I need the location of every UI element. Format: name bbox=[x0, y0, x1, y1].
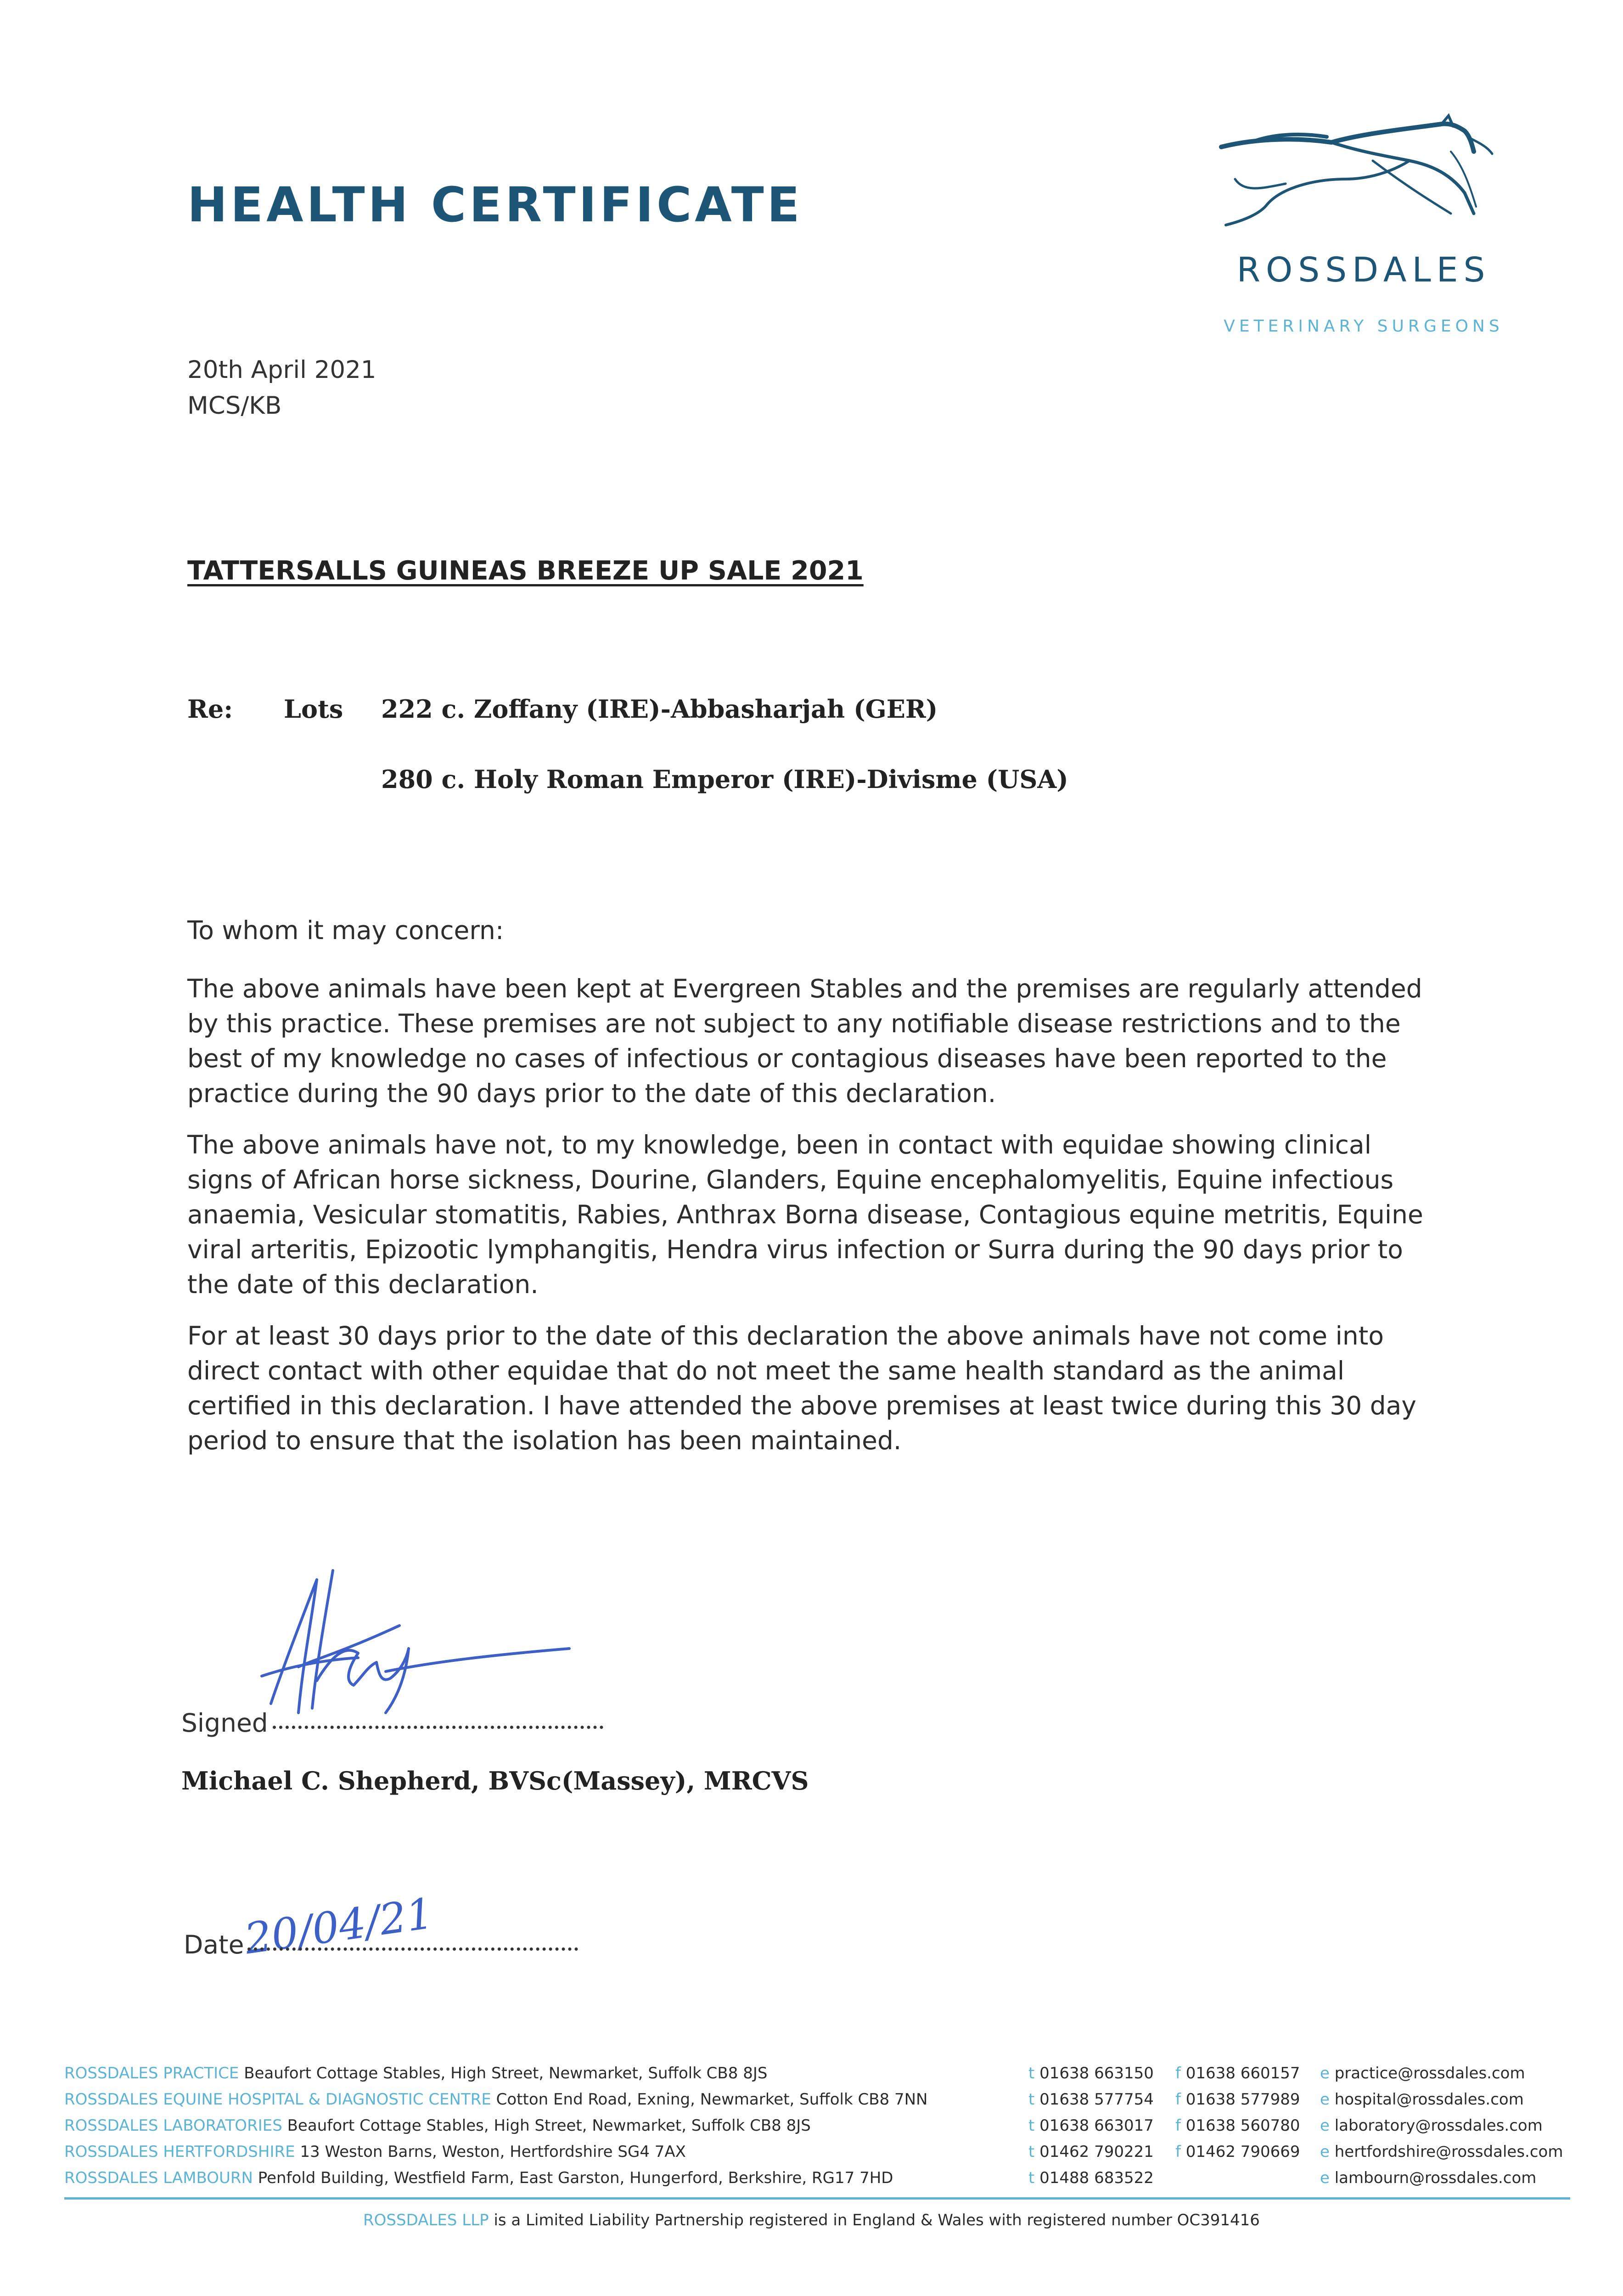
email-address[interactable]: laboratory@rossdales.com bbox=[1334, 2116, 1543, 2135]
lots-label: Lots bbox=[284, 694, 343, 724]
letter-date: 20th April 2021 bbox=[187, 356, 376, 384]
letter-salutation: To whom it may concern: bbox=[187, 916, 504, 945]
email-prefix: e bbox=[1320, 2143, 1330, 2161]
signed-line bbox=[181, 1708, 603, 1738]
logo-subtitle: VETERINARY SURGEONS bbox=[1224, 317, 1504, 336]
fax-number: 01462 790669 bbox=[1185, 2143, 1300, 2161]
office-address: Beaufort Cottage Stables, High Street, Newmarket, Suffolk CB8 8JS bbox=[244, 2064, 768, 2082]
handwritten-signature bbox=[248, 1561, 597, 1731]
email-address[interactable]: lambourn@rossdales.com bbox=[1334, 2169, 1537, 2187]
signed-label: Signed bbox=[181, 1708, 268, 1738]
office-tel bbox=[1028, 2116, 1154, 2135]
legal-text: is a Limited Liability Partnership registered in England & Wales with registered number OC391416 bbox=[494, 2211, 1260, 2229]
letter-paragraph: The above animals have been kept at Evergreen Stables and the premises are regularly attended by this practice. These premises are not subject to any notifiable disease restrictions and to the best of my knowledge no cases of infectious or contagious diseases have been reported to the practice during the 90 days prior to the date of this declaration. bbox=[187, 974, 1422, 1108]
lot-item: 222 c. Zoffany (IRE)-Abbasharjah (GER) bbox=[381, 694, 938, 724]
tel-number: 01638 577754 bbox=[1039, 2090, 1154, 2109]
office-name: ROSSDALES EQUINE HOSPITAL & DIAGNOSTIC CENTRE bbox=[64, 2090, 491, 2109]
fax-prefix: f bbox=[1175, 2143, 1181, 2161]
rossdales-horse-logo bbox=[1194, 110, 1515, 340]
letter-paragraph: For at least 30 days prior to the date of this declaration the above animals have not come into direct contact with other equidae that do not meet the same health standard as the animal certified in this declaration. I have attended the above premises at least twice during this 30 day period to ensure that the isolation has been maintained. bbox=[187, 1321, 1416, 1455]
footer-office bbox=[64, 2116, 811, 2135]
tel-number: 01638 663017 bbox=[1039, 2116, 1154, 2135]
office-tel bbox=[1028, 2090, 1154, 2109]
office-address: Penfold Building, Westfield Farm, East Garston, Hungerford, Berkshire, RG17 7HD bbox=[258, 2169, 893, 2187]
footer-office bbox=[64, 2090, 927, 2109]
fax-number: 01638 577989 bbox=[1185, 2090, 1300, 2109]
email-prefix: e bbox=[1320, 2064, 1330, 2082]
tel-number: 01638 663150 bbox=[1039, 2064, 1154, 2082]
office-tel bbox=[1028, 2169, 1154, 2187]
date-label: Date bbox=[184, 1930, 244, 1959]
signatory-name: Michael C. Shepherd, BVSc(Massey), MRCVS bbox=[181, 1766, 809, 1795]
tel-number: 01488 683522 bbox=[1039, 2169, 1154, 2187]
fax-number: 01638 560780 bbox=[1185, 2116, 1300, 2135]
footer-office bbox=[64, 2169, 893, 2187]
office-name: ROSSDALES PRACTICE bbox=[64, 2064, 239, 2082]
office-fax bbox=[1175, 2064, 1300, 2082]
office-email[interactable] bbox=[1320, 2090, 1524, 2109]
office-email[interactable] bbox=[1320, 2169, 1536, 2187]
email-address[interactable]: hospital@rossdales.com bbox=[1334, 2090, 1524, 2109]
signature-dotted-line bbox=[273, 1726, 603, 1729]
email-prefix: e bbox=[1320, 2169, 1330, 2187]
office-email[interactable] bbox=[1320, 2064, 1525, 2082]
document-title: HEALTH CERTIFICATE bbox=[187, 177, 803, 233]
re-label: Re: bbox=[187, 694, 233, 724]
email-prefix: e bbox=[1320, 2116, 1330, 2135]
sale-title: TATTERSALLS GUINEAS BREEZE UP SALE 2021 bbox=[187, 556, 864, 586]
email-address[interactable]: hertfordshire@rossdales.com bbox=[1334, 2143, 1563, 2161]
fax-prefix: f bbox=[1175, 2064, 1181, 2082]
fax-prefix: f bbox=[1175, 2090, 1181, 2109]
office-address: Cotton End Road, Exning, Newmarket, Suffolk CB8 7NN bbox=[496, 2090, 928, 2109]
office-tel bbox=[1028, 2064, 1154, 2082]
handwritten-date-text: 20/04/21 bbox=[241, 1888, 437, 1964]
tel-prefix: t bbox=[1028, 2116, 1035, 2135]
email-address[interactable]: practice@rossdales.com bbox=[1334, 2064, 1525, 2082]
footer-office bbox=[64, 2143, 686, 2161]
fax-prefix: f bbox=[1175, 2116, 1181, 2135]
legal-notice bbox=[0, 2211, 1623, 2229]
footer-office bbox=[64, 2064, 767, 2082]
office-email[interactable] bbox=[1320, 2116, 1543, 2135]
tel-prefix: t bbox=[1028, 2090, 1035, 2109]
office-name: ROSSDALES HERTFORDSHIRE bbox=[64, 2143, 295, 2161]
footer-divider bbox=[64, 2197, 1570, 2200]
office-name: ROSSDALES LAMBOURN bbox=[64, 2169, 253, 2187]
office-fax bbox=[1175, 2116, 1300, 2135]
tel-prefix: t bbox=[1028, 2169, 1035, 2187]
office-fax bbox=[1175, 2090, 1300, 2109]
office-fax bbox=[1175, 2143, 1300, 2161]
legal-company-name: ROSSDALES LLP bbox=[363, 2211, 489, 2229]
office-email[interactable] bbox=[1320, 2143, 1563, 2161]
letter-reference: MCS/KB bbox=[187, 392, 282, 420]
office-tel bbox=[1028, 2143, 1154, 2161]
office-address: 13 Weston Barns, Weston, Hertfordshire SG4 7AX bbox=[300, 2143, 686, 2161]
tel-number: 01462 790221 bbox=[1039, 2143, 1154, 2161]
fax-number: 01638 660157 bbox=[1185, 2064, 1300, 2082]
tel-prefix: t bbox=[1028, 2064, 1035, 2082]
letter-paragraph: The above animals have not, to my knowledge, been in contact with equidae showing clinical signs of African horse sickness, Dourine, Glanders, Equine encephalomyelitis, Equine infectious anaemia, Vesicular stomatitis, Rabies, Anthrax Borna disease, Contagious equine metritis, Equine viral arteritis, Epizootic lymphangitis, Hendra virus infection or Surra during the 90 days prior to the date of this declaration. bbox=[187, 1130, 1423, 1299]
email-prefix: e bbox=[1320, 2090, 1330, 2109]
tel-prefix: t bbox=[1028, 2143, 1035, 2161]
date-dotted-line bbox=[247, 1947, 578, 1951]
logo-brand-name: ROSSDALES bbox=[1236, 250, 1491, 290]
letter-body bbox=[187, 971, 1427, 1474]
office-address: Beaufort Cottage Stables, High Street, Newmarket, Suffolk CB8 8JS bbox=[287, 2116, 811, 2135]
office-name: ROSSDALES LABORATORIES bbox=[64, 2116, 282, 2135]
lot-item: 280 c. Holy Roman Emperor (IRE)-Divisme (USA) bbox=[381, 765, 1068, 794]
date-line bbox=[184, 1930, 578, 1959]
